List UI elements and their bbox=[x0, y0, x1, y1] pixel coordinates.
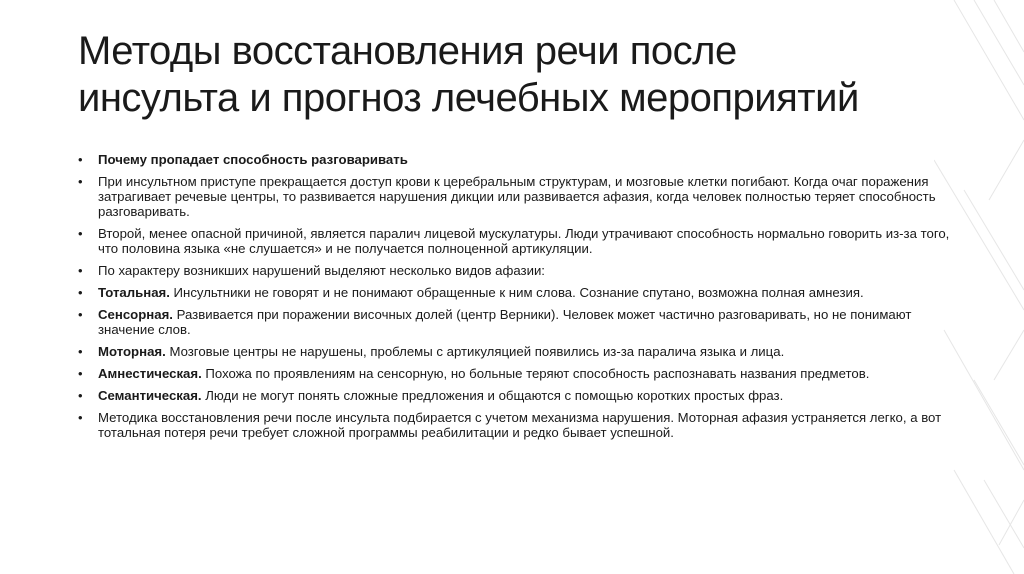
bullet-list bbox=[78, 152, 958, 447]
bullet-bold-text: Амнестическая. bbox=[98, 366, 202, 381]
bullet-item-motor-aphasia bbox=[78, 344, 958, 359]
bullet-dot-icon: • bbox=[78, 263, 83, 278]
slide-title bbox=[78, 28, 958, 122]
bullet-item-sensory-aphasia bbox=[78, 307, 958, 337]
bullet-item-amnestic-aphasia bbox=[78, 366, 958, 381]
bullet-text: Похожа по проявлениям на сенсорную, но больные теряют способность распознавать названия предметов. bbox=[201, 366, 870, 381]
bullet-item-recovery-method bbox=[78, 410, 958, 440]
bullet-dot-icon: • bbox=[78, 174, 83, 189]
title-line-1: Методы восстановления речи после bbox=[78, 29, 737, 73]
bullet-text: По характеру возникших нарушений выделяют несколько видов афазии: bbox=[98, 263, 545, 278]
bullet-text: Методика восстановления речи после инсульта подбирается с учетом механизма нарушения. Моторная афазия устраняется легко, а вот тотальная потеря речи требует сложной программы реабилитации и редко бывает успешной. bbox=[98, 410, 942, 440]
bullet-dot-icon: • bbox=[78, 152, 83, 167]
title-line-2: инсульта и прогноз лечебных мероприятий bbox=[78, 76, 859, 120]
bullet-text: Мозговые центры не нарушены, проблемы с артикуляцией появились из-за паралича языка и лица. bbox=[165, 344, 785, 359]
bullet-bold-text: Семантическая. bbox=[98, 388, 202, 403]
bullet-text: Развивается при поражении височных долей (центр Верники). Человек может частично разговаривать, но не понимают значение слов. bbox=[98, 307, 912, 337]
bullet-item-stroke-cause bbox=[78, 174, 958, 219]
bullet-dot-icon: • bbox=[78, 388, 83, 403]
bullet-text: При инсультном приступе прекращается доступ крови к церебральным структурам, и мозговые клетки погибают. Когда очаг поражения затрагивает речевые центры, то развивается нарушения дикции или развивается афазия, когда человек полностью теряет способность разговаривать. bbox=[98, 174, 936, 219]
bullet-dot-icon: • bbox=[78, 410, 83, 425]
bullet-dot-icon: • bbox=[78, 307, 83, 322]
bullet-bold-text: Моторная. bbox=[98, 344, 166, 359]
bullet-dot-icon: • bbox=[78, 226, 83, 241]
bullet-dot-icon: • bbox=[78, 366, 83, 381]
bullet-bold-text: Почему пропадает способность разговаривать bbox=[98, 152, 408, 167]
bullet-text: Второй, менее опасной причиной, является паралич лицевой мускулатуры. Люди утрачивают способность нормально говорить из-за того, что половина языка «не слушается» и не получается полноценной артикуляции. bbox=[98, 226, 950, 256]
bullet-text: Люди не могут понять сложные предложения и общаются с помощью коротких простых фраз. bbox=[201, 388, 784, 403]
bullet-item-why-speech-lost bbox=[78, 152, 958, 167]
bullet-dot-icon: • bbox=[78, 285, 83, 300]
bullet-item-semantic-aphasia bbox=[78, 388, 958, 403]
bullet-item-aphasia-types-intro bbox=[78, 263, 958, 278]
bullet-dot-icon: • bbox=[78, 344, 83, 359]
bullet-bold-text: Сенсорная. bbox=[98, 307, 173, 322]
bullet-item-paralysis-cause bbox=[78, 226, 958, 256]
bullet-bold-text: Тотальная. bbox=[98, 285, 170, 300]
bullet-item-total-aphasia bbox=[78, 285, 958, 300]
bullet-text: Инсультники не говорят и не понимают обращенные к ним слова. Сознание спутано, возможна полная амнезия. bbox=[169, 285, 864, 300]
